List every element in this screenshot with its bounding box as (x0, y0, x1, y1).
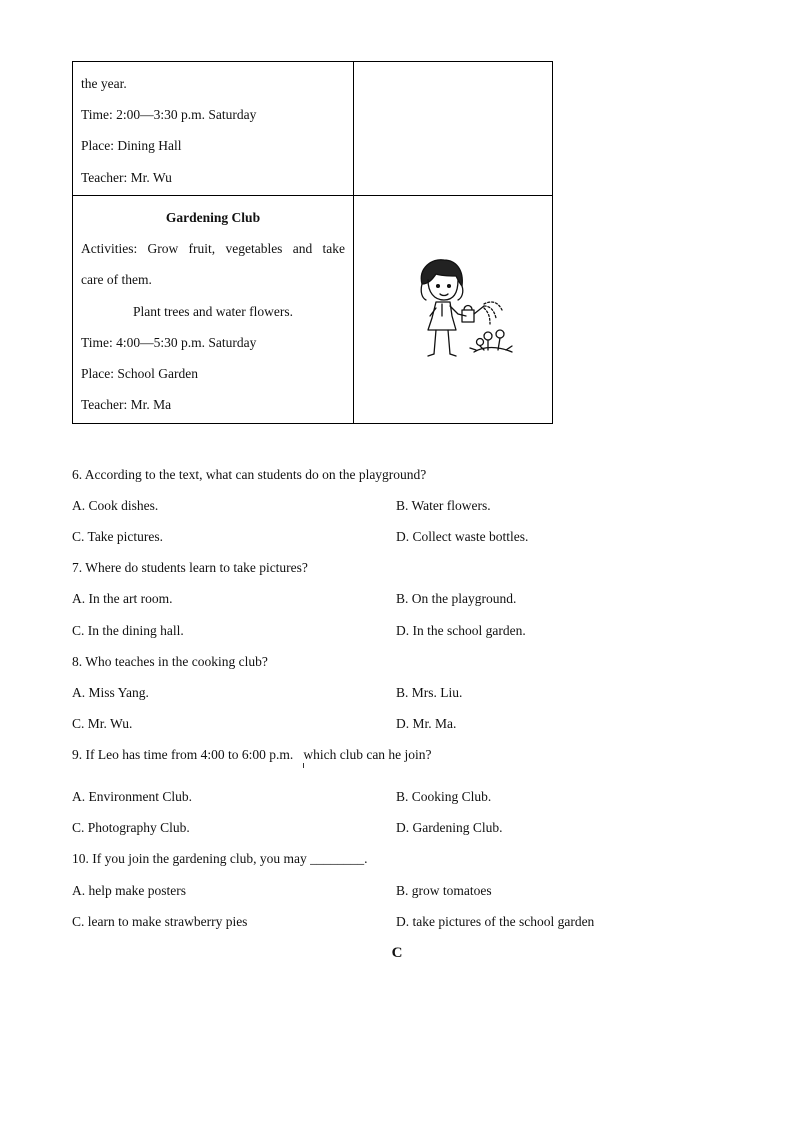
option-6d: D. Collect waste bottles. (396, 529, 529, 544)
teacher-line: Teacher: Mr. Ma (81, 397, 172, 413)
option-7b: B. On the playground. (396, 591, 517, 606)
text-line: the year. (81, 76, 127, 91)
option-6c: C. Take pictures. (72, 529, 164, 544)
option-8c: C. Mr. Wu. (72, 716, 133, 731)
option-9b: B. Cooking Club. (396, 789, 492, 804)
place-line: Place: School Garden (81, 365, 198, 381)
activities-line: Activities: Grow fruit, vegetables and take (81, 241, 345, 257)
option-6a: A. Cook dishes. (72, 498, 159, 513)
question-10: 10. If you join the gardening club, you may ________. (72, 851, 368, 866)
club-description-cell (73, 196, 354, 424)
option-8b: B. Mrs. Liu. (396, 685, 463, 700)
option-7a: A. In the art room. (72, 591, 173, 606)
girl-watering-flowers-icon (412, 254, 516, 364)
option-8d: D. Mr. Ma. (396, 716, 457, 731)
question-7: 7. Where do students learn to take pictures? (72, 560, 308, 575)
option-10d: D. take pictures of the school garden (396, 914, 595, 929)
time-line: Time: 2:00—3:30 p.m. Saturday (81, 107, 257, 123)
time-line: Time: 4:00—5:30 p.m. Saturday (81, 334, 257, 350)
table-row (73, 62, 553, 196)
comma-mark (303, 763, 304, 768)
option-7c: C. In the dining hall. (72, 623, 184, 638)
question-9: 9. If Leo has time from 4:00 to 6:00 p.m. which club can he join? (72, 747, 432, 762)
club-info-table (72, 61, 553, 424)
activities-line: Plant trees and water flowers. (132, 303, 294, 319)
place-line: Place: Dining Hall (81, 138, 182, 154)
option-10b: B. grow tomatoes (396, 883, 492, 898)
teacher-line: Teacher: Mr. Wu (81, 169, 172, 185)
option-8a: A. Miss Yang. (72, 685, 149, 700)
section-heading: C (391, 945, 403, 961)
club-description-cell (73, 62, 354, 196)
activities-line: care of them. (81, 272, 152, 288)
question-8: 8. Who teaches in the cooking club? (72, 654, 268, 669)
question-6: 6. According to the text, what can students do on the playground? (72, 467, 427, 482)
table-row (73, 196, 553, 424)
empty-picture-cell (354, 62, 553, 196)
option-6b: B. Water flowers. (396, 498, 491, 513)
picture-cell (354, 196, 553, 424)
option-10c: C. learn to make strawberry pies (72, 914, 248, 929)
option-10a: A. help make posters (72, 883, 186, 898)
option-9d: D. Gardening Club. (396, 820, 503, 835)
club-title: Gardening Club (165, 210, 261, 225)
option-9c: C. Photography Club. (72, 820, 190, 835)
option-7d: D. In the school garden. (396, 623, 526, 638)
option-9a: A. Environment Club. (72, 789, 192, 804)
